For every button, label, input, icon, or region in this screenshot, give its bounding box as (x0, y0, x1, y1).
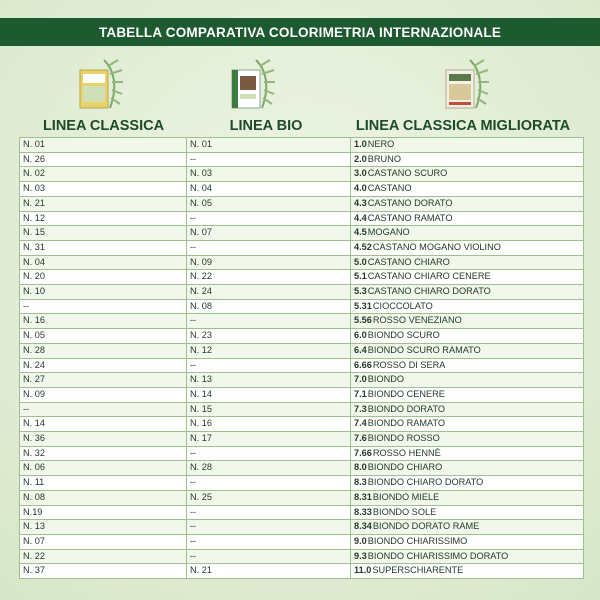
linea-classica-cell: N. 37 (20, 564, 187, 579)
linea-migliorata-cell (351, 226, 584, 241)
linea-classica-cell: -- (20, 402, 187, 417)
linea-bio-cell: -- (187, 446, 351, 461)
color-name: BIONDO CHIARISSIMO DORATO (367, 550, 509, 561)
column-header-linea-bio: LINEA BIO (229, 118, 303, 134)
color-name: CASTANO RAMATO (367, 212, 453, 223)
table-row (20, 270, 584, 285)
linea-bio-cell: N. 28 (187, 461, 351, 476)
linea-migliorata-cell (351, 138, 584, 153)
linea-classica-cell: N. 13 (20, 520, 187, 535)
linea-bio-cell: N. 15 (187, 402, 351, 417)
linea-classica-cell: N. 10 (20, 285, 187, 300)
linea-classica-cell: N. 05 (20, 329, 187, 344)
linea-migliorata-cell (351, 476, 584, 491)
linea-bio-cell: N. 04 (187, 182, 351, 197)
linea-migliorata-cell (351, 167, 584, 182)
color-name: CASTANO CHIARO CENERE (367, 271, 491, 282)
linea-migliorata-cell (351, 446, 584, 461)
linea-migliorata-cell (351, 255, 584, 270)
linea-migliorata-cell (351, 402, 584, 417)
linea-bio-cell: -- (187, 240, 351, 255)
color-code: 4.3 (354, 197, 367, 208)
product-box-migliorata-icon (440, 56, 494, 112)
color-code: 9.0 (354, 535, 367, 546)
color-code: 8.0 (354, 462, 367, 473)
table-row (20, 417, 584, 432)
color-name: BIONDO SCURO (367, 330, 440, 341)
linea-classica-cell: N. 27 (20, 373, 187, 388)
linea-migliorata-cell (351, 240, 584, 255)
table-row (20, 402, 584, 417)
color-name: CIOCCOLATO (372, 300, 433, 311)
linea-migliorata-cell (351, 314, 584, 329)
color-name: BIONDO CENERE (367, 388, 445, 399)
color-name: CASTANO MOGANO VIOLINO (372, 241, 501, 252)
table-row (20, 432, 584, 447)
table-row (20, 182, 584, 197)
color-code: 5.3 (354, 286, 367, 297)
linea-bio-cell: N. 09 (187, 255, 351, 270)
color-code: 5.31 (354, 300, 372, 311)
linea-classica-cell: N. 11 (20, 476, 187, 491)
color-code: 4.5 (354, 227, 367, 238)
color-name: BIONDO CHIARISSIMO (367, 535, 468, 546)
color-name: SUPERSCHIARENTE (372, 565, 464, 576)
comparison-table (19, 137, 584, 579)
linea-classica-cell: N. 14 (20, 417, 187, 432)
linea-classica-cell: N. 01 (20, 138, 187, 153)
table-row (20, 299, 584, 314)
linea-classica-cell: N. 02 (20, 167, 187, 182)
linea-classica-cell: N. 20 (20, 270, 187, 285)
color-name: CASTANO (367, 183, 412, 194)
linea-classica-cell: N. 12 (20, 211, 187, 226)
table-row (20, 520, 584, 535)
linea-classica-cell: N. 03 (20, 182, 187, 197)
color-code: 7.3 (354, 403, 367, 414)
linea-migliorata-cell (351, 461, 584, 476)
color-code: 6.66 (354, 359, 372, 370)
linea-bio-cell: N. 21 (187, 564, 351, 579)
linea-classica-cell: N. 24 (20, 358, 187, 373)
color-name: BIONDO DORATO RAME (372, 521, 480, 532)
color-code: 7.6 (354, 433, 367, 444)
column-header-linea-classica: LINEA CLASSICA (42, 118, 165, 134)
table-row (20, 549, 584, 564)
table-row (20, 314, 584, 329)
color-name: CASTANO SCURO (367, 168, 448, 179)
linea-classica-cell: N. 16 (20, 314, 187, 329)
linea-classica-cell: N. 04 (20, 255, 187, 270)
linea-bio-cell: N. 07 (187, 226, 351, 241)
linea-classica-cell: N. 08 (20, 490, 187, 505)
color-name: NERO (367, 139, 395, 149)
linea-bio-cell: -- (187, 314, 351, 329)
linea-bio-cell: -- (187, 505, 351, 520)
linea-bio-cell: -- (187, 476, 351, 491)
table-row (20, 329, 584, 344)
table-row (20, 255, 584, 270)
color-code: 5.1 (354, 271, 367, 282)
color-code: 4.0 (354, 183, 367, 194)
color-code: 8.31 (354, 491, 372, 502)
color-name: ROSSO DI SERA (372, 359, 446, 370)
column-header-linea-classica-migliorata: LINEA CLASSICA MIGLIORATA (355, 118, 571, 134)
color-code: 5.56 (354, 315, 372, 326)
linea-bio-cell: N. 01 (187, 138, 351, 153)
color-code: 4.52 (354, 241, 372, 252)
linea-classica-cell: N. 07 (20, 534, 187, 549)
page-title: TABELLA COMPARATIVA COLORIMETRIA INTERNAZIONALE (0, 18, 600, 46)
color-code: 7.0 (354, 374, 367, 385)
linea-bio-cell: N. 25 (187, 490, 351, 505)
table-row (20, 152, 584, 167)
linea-bio-cell: N. 22 (187, 270, 351, 285)
color-name: ROSSO HENNÈ (372, 447, 441, 458)
color-code: 7.4 (354, 418, 367, 429)
linea-bio-cell: N. 24 (187, 285, 351, 300)
table-row (20, 211, 584, 226)
linea-classica-cell: N.19 (20, 505, 187, 520)
color-name: BIONDO CHIARO (367, 462, 443, 473)
color-name: BIONDO CHIARO DORATO (367, 477, 484, 488)
linea-classica-cell: N. 28 (20, 343, 187, 358)
linea-migliorata-cell (351, 329, 584, 344)
linea-migliorata-cell (351, 343, 584, 358)
linea-bio-cell: -- (187, 534, 351, 549)
color-code: 3.0 (354, 168, 367, 179)
table-row (20, 285, 584, 300)
color-name: BIONDO SOLE (372, 506, 437, 517)
table-row (20, 505, 584, 520)
table-row (20, 476, 584, 491)
linea-bio-cell: N. 08 (187, 299, 351, 314)
linea-migliorata-cell (351, 417, 584, 432)
color-code: 8.34 (354, 521, 372, 532)
linea-bio-cell: -- (187, 152, 351, 167)
linea-classica-cell: -- (20, 299, 187, 314)
color-name: BIONDO DORATO (367, 403, 446, 414)
color-code: 2.0 (354, 153, 367, 164)
table-row (20, 446, 584, 461)
table-row (20, 490, 584, 505)
color-code: 1.0 (354, 139, 367, 149)
table-row (20, 358, 584, 373)
linea-migliorata-cell (351, 152, 584, 167)
color-name: BIONDO ROSSO (367, 433, 440, 444)
linea-classica-cell: N. 36 (20, 432, 187, 447)
linea-migliorata-cell (351, 387, 584, 402)
table-row (20, 387, 584, 402)
linea-bio-cell: -- (187, 358, 351, 373)
table-row (20, 167, 584, 182)
color-code: 8.33 (354, 506, 372, 517)
color-name: MOGANO (367, 227, 410, 238)
table-row (20, 343, 584, 358)
product-box-bio-icon (226, 56, 280, 112)
linea-migliorata-cell (351, 564, 584, 579)
linea-bio-cell: -- (187, 549, 351, 564)
color-code: 5.0 (354, 256, 367, 267)
color-code: 4.4 (354, 212, 367, 223)
table-row (20, 226, 584, 241)
color-code: 8.3 (354, 477, 367, 488)
table-row (20, 534, 584, 549)
linea-bio-cell: N. 16 (187, 417, 351, 432)
linea-migliorata-cell (351, 285, 584, 300)
color-name: BIONDO RAMATO (367, 418, 446, 429)
color-code: 11.0 (354, 565, 372, 576)
linea-bio-cell: N. 12 (187, 343, 351, 358)
linea-bio-cell: -- (187, 520, 351, 535)
color-name: CASTANO CHIARO (367, 256, 450, 267)
color-code: 6.0 (354, 330, 367, 341)
color-code: 7.66 (354, 447, 372, 458)
linea-classica-cell: N. 31 (20, 240, 187, 255)
color-name: BIONDO MIELE (372, 491, 440, 502)
linea-classica-cell: N. 26 (20, 152, 187, 167)
color-name: ROSSO VENEZIANO (372, 315, 462, 326)
table-row (20, 564, 584, 579)
linea-classica-cell: N. 32 (20, 446, 187, 461)
linea-migliorata-cell (351, 534, 584, 549)
linea-classica-cell: N. 06 (20, 461, 187, 476)
color-name: CASTANO DORATO (367, 197, 453, 208)
linea-migliorata-cell (351, 549, 584, 564)
linea-classica-cell: N. 15 (20, 226, 187, 241)
linea-migliorata-cell (351, 520, 584, 535)
linea-classica-cell: N. 21 (20, 196, 187, 211)
color-name: CASTANO CHIARO DORATO (367, 286, 491, 297)
linea-migliorata-cell (351, 373, 584, 388)
table-row (20, 138, 584, 153)
linea-migliorata-cell (351, 270, 584, 285)
table-row (20, 373, 584, 388)
color-name: BRUNO (367, 153, 401, 164)
table-row (20, 196, 584, 211)
linea-bio-cell: -- (187, 211, 351, 226)
color-name: BIONDO (367, 374, 405, 385)
color-code: 7.1 (354, 388, 367, 399)
table-row (20, 461, 584, 476)
linea-migliorata-cell (351, 358, 584, 373)
linea-bio-cell: N. 05 (187, 196, 351, 211)
linea-migliorata-cell (351, 211, 584, 226)
linea-bio-cell: N. 17 (187, 432, 351, 447)
linea-bio-cell: N. 14 (187, 387, 351, 402)
linea-bio-cell: N. 13 (187, 373, 351, 388)
table-row (20, 240, 584, 255)
linea-migliorata-cell (351, 196, 584, 211)
linea-migliorata-cell (351, 490, 584, 505)
color-code: 9.3 (354, 550, 367, 561)
linea-bio-cell: N. 23 (187, 329, 351, 344)
product-box-classica-icon (74, 56, 128, 112)
color-code: 6.4 (354, 344, 367, 355)
color-name: BIONDO SCURO RAMATO (367, 344, 481, 355)
linea-bio-cell: N. 03 (187, 167, 351, 182)
linea-migliorata-cell (351, 182, 584, 197)
linea-migliorata-cell (351, 505, 584, 520)
linea-classica-cell: N. 09 (20, 387, 187, 402)
linea-classica-cell: N. 22 (20, 549, 187, 564)
linea-migliorata-cell (351, 432, 584, 447)
linea-migliorata-cell (351, 299, 584, 314)
